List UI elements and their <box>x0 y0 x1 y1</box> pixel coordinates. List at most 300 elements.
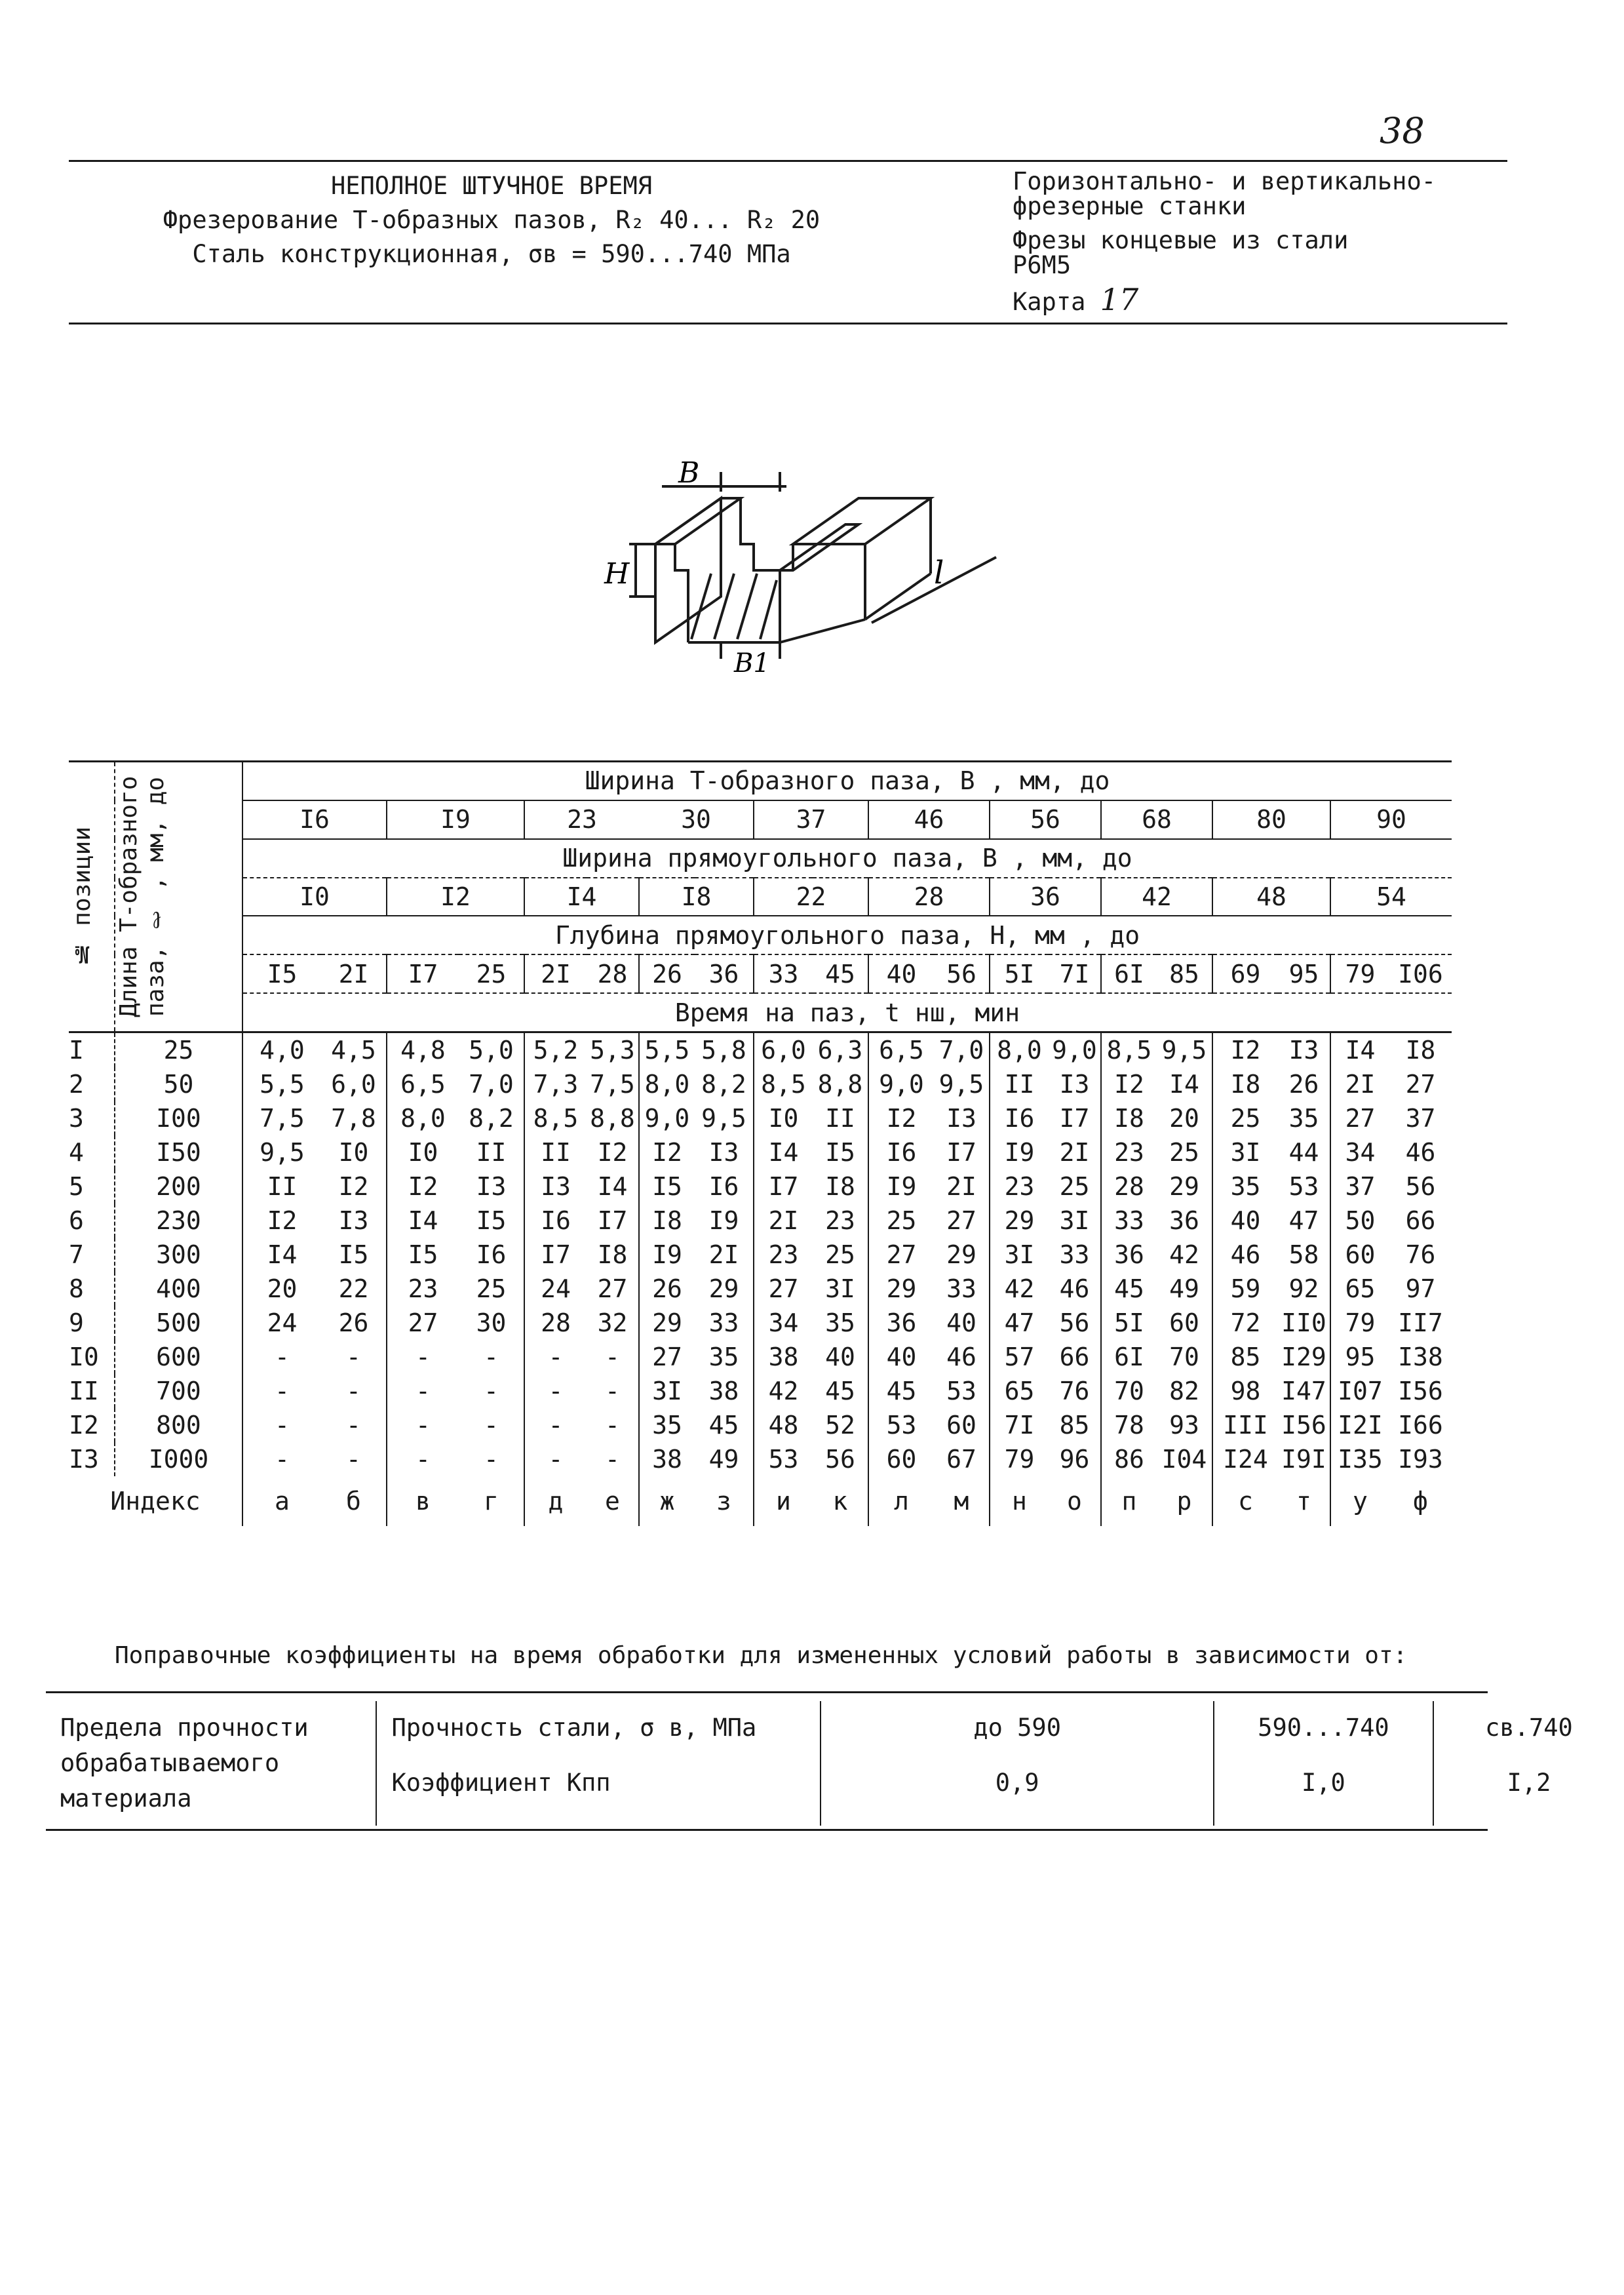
time-cell: I4 <box>387 1204 459 1238</box>
corr-range: св.740 <box>1485 1714 1573 1742</box>
time-cell: 29 <box>639 1306 695 1340</box>
position-cell: I2 <box>69 1411 99 1440</box>
time-cell: 85 <box>1212 1340 1278 1374</box>
position-cell: 9 <box>69 1308 84 1337</box>
position-cell: 5 <box>69 1172 84 1201</box>
length-cell: I50 <box>115 1135 242 1169</box>
time-cell: 26 <box>639 1272 695 1306</box>
index-cell: у <box>1330 1476 1389 1526</box>
time-cell: 7I <box>990 1408 1049 1442</box>
time-cell: 27 <box>387 1306 459 1340</box>
time-cell: 4,5 <box>331 1036 376 1065</box>
corr-col-2 <box>1214 1701 1433 1826</box>
time-cell: - <box>387 1408 459 1442</box>
time-cell: 85 <box>1059 1411 1090 1440</box>
time-cell: - <box>346 1411 361 1440</box>
time-cell: 25 <box>868 1204 934 1238</box>
index-cell: р <box>1176 1487 1192 1516</box>
time-cell: I56 <box>1281 1411 1326 1440</box>
table-row <box>69 1442 1452 1476</box>
time-cell: 72 <box>1212 1306 1278 1340</box>
time-cell: 25 <box>1059 1172 1090 1201</box>
time-cell: 79 <box>1330 1306 1389 1340</box>
header-title: НЕПОЛНОЕ ШТУЧНОЕ ВРЕМЯ <box>330 172 653 200</box>
time-cell: I7 <box>1059 1104 1090 1133</box>
card-label: Карта <box>1013 288 1086 316</box>
time-cell: 30 <box>476 1308 507 1337</box>
time-cell: 26 <box>338 1308 369 1337</box>
corr-strength-label: Прочность стали, σ в, МПа <box>391 1714 757 1742</box>
time-cell: - <box>346 1377 361 1405</box>
time-cell: 6,3 <box>817 1036 863 1065</box>
time-cell: I8 <box>639 1204 695 1238</box>
time-cell: 48 <box>754 1408 813 1442</box>
time-cell: 7,5 <box>242 1101 321 1135</box>
time-cell: - <box>605 1343 620 1371</box>
time-cell: 45 <box>825 1377 855 1405</box>
time-cell: I5 <box>639 1169 695 1204</box>
corrections-top-rule <box>46 1691 1488 1693</box>
position-cell: II <box>69 1377 99 1405</box>
index-row <box>69 1476 1452 1526</box>
time-cell: 2I <box>754 1204 813 1238</box>
index-cell: г <box>484 1487 499 1516</box>
width-T-cell: 46 <box>868 800 990 839</box>
depth-cell: 95 <box>1288 959 1319 989</box>
time-cell: I2 <box>1212 1032 1278 1068</box>
index-cell: н <box>990 1476 1049 1526</box>
time-cell: I2 <box>597 1138 628 1167</box>
time-cell: 36 <box>1169 1206 1199 1235</box>
time-cell: - <box>242 1340 321 1374</box>
time-cell: 46 <box>1405 1138 1436 1167</box>
time-cell: 66 <box>1059 1343 1090 1371</box>
position-col-header <box>69 762 115 1032</box>
depth-cell: I5 <box>242 954 321 993</box>
time-cell: 42 <box>754 1374 813 1408</box>
index-cell: и <box>754 1476 813 1526</box>
time-cell: 25 <box>1169 1138 1199 1167</box>
position-cell: I <box>69 1036 84 1065</box>
depth-cell: 33 <box>754 954 813 993</box>
time-cell: 25 <box>1212 1101 1278 1135</box>
time-cell: I56 <box>1398 1377 1443 1405</box>
time-cell: 9,5 <box>938 1070 984 1099</box>
width-rect-cell: 22 <box>754 878 868 916</box>
corr-coef: 0,9 <box>995 1769 1039 1797</box>
index-cell: т <box>1296 1487 1311 1516</box>
header-top-rule <box>69 160 1507 162</box>
time-table <box>69 760 1452 1526</box>
width-rect-row <box>69 878 1452 916</box>
time-cell: I3 <box>946 1104 976 1133</box>
header-right <box>1013 169 1484 315</box>
time-cell: I8 <box>825 1172 855 1201</box>
time-cell: I8 <box>1101 1101 1157 1135</box>
time-cell: 5,5 <box>639 1032 695 1068</box>
time-cell: 27 <box>1405 1070 1436 1099</box>
length-cell: 500 <box>115 1306 242 1340</box>
time-cell: 5I <box>1101 1306 1157 1340</box>
time-cell: I9 <box>708 1206 739 1235</box>
depth-cell: 2I <box>338 959 369 989</box>
time-cell: 37 <box>1405 1104 1436 1133</box>
header-bottom-rule <box>69 323 1507 324</box>
time-cell: I8 <box>597 1240 628 1269</box>
time-cell: I9 <box>868 1169 934 1204</box>
time-cell: I4 <box>1169 1070 1199 1099</box>
time-cell: 35 <box>825 1308 855 1337</box>
time-cell: - <box>242 1442 321 1476</box>
time-cell: 8,2 <box>701 1070 746 1099</box>
corr-coef: I,0 <box>1302 1769 1345 1797</box>
time-cell: 33 <box>1101 1204 1157 1238</box>
time-cell: 28 <box>524 1306 587 1340</box>
time-cell: 56 <box>825 1445 855 1474</box>
time-cell: I29 <box>1281 1343 1326 1371</box>
time-cell: 35 <box>1288 1104 1319 1133</box>
time-cell: 35 <box>1212 1169 1278 1204</box>
time-cell: 5,3 <box>590 1036 635 1065</box>
time-cell: 8,8 <box>590 1104 635 1133</box>
depth-cell: 56 <box>946 959 976 989</box>
time-cell: 35 <box>639 1408 695 1442</box>
length-cell: 600 <box>115 1340 242 1374</box>
depth-cell: 5I <box>990 954 1049 993</box>
time-cell: 8,0 <box>639 1067 695 1101</box>
index-cell: в <box>387 1476 459 1526</box>
time-cell: I7 <box>946 1138 976 1167</box>
length-cell: 230 <box>115 1204 242 1238</box>
time-cell: 38 <box>708 1377 739 1405</box>
length-cell: I00 <box>115 1101 242 1135</box>
corr-coef: I,2 <box>1507 1769 1551 1797</box>
position-cell: 4 <box>69 1138 84 1167</box>
width-T-row <box>69 800 1452 839</box>
time-cell: 27 <box>639 1340 695 1374</box>
time-cell: 7,5 <box>590 1070 635 1099</box>
time-cell: 40 <box>868 1340 934 1374</box>
time-cell: I8 <box>1405 1036 1436 1065</box>
time-cell: 7,0 <box>938 1036 984 1065</box>
time-cell: I7 <box>597 1206 628 1235</box>
time-cell: 3I <box>1059 1206 1090 1235</box>
time-cell: 82 <box>1169 1377 1199 1405</box>
time-cell: 57 <box>990 1340 1049 1374</box>
time-cell: 27 <box>1330 1101 1389 1135</box>
corrections-intro: Поправочные коэффициенты на время обработки для измененных условий работы в зависимости от: <box>115 1642 1408 1669</box>
depth-cell: 79 <box>1330 954 1389 993</box>
index-cell: м <box>954 1487 969 1516</box>
time-cell: 23 <box>990 1169 1049 1204</box>
time-cell: 8,5 <box>1101 1032 1157 1068</box>
time-cell: II <box>990 1067 1049 1101</box>
time-cell: 2I <box>1330 1067 1389 1101</box>
time-cell: 60 <box>1169 1308 1199 1337</box>
time-cell: 8,8 <box>817 1070 863 1099</box>
table-row <box>69 1169 1452 1204</box>
time-cell: 76 <box>1059 1377 1090 1405</box>
table-row <box>69 1306 1452 1340</box>
depth-cell: 26 <box>639 954 695 993</box>
time-cell: - <box>524 1408 587 1442</box>
time-cell: 8,0 <box>387 1101 459 1135</box>
machine-type-line2: фрезерные станки <box>1013 192 1247 220</box>
time-cell: 8,2 <box>469 1104 514 1133</box>
position-cell: I3 <box>69 1445 99 1474</box>
table-row <box>69 1238 1452 1272</box>
table-row <box>69 1101 1452 1135</box>
index-cell: о <box>1067 1487 1082 1516</box>
time-cell: I3 <box>1059 1070 1090 1099</box>
time-cell: 78 <box>1101 1408 1157 1442</box>
depth-cell: 85 <box>1169 959 1199 989</box>
corr-labels <box>376 1701 821 1826</box>
width-rect-cell: I8 <box>639 878 754 916</box>
time-cell: 6,0 <box>331 1070 376 1099</box>
time-cell: 96 <box>1059 1445 1090 1474</box>
time-cell: 9,5 <box>701 1104 746 1133</box>
width-T-header: Ширина Т-образного паза, В , мм, до <box>242 762 1452 800</box>
table-row <box>69 1135 1452 1169</box>
time-cell: I9I <box>1281 1445 1326 1474</box>
label-B1: B1 <box>734 648 770 675</box>
position-cell: 8 <box>69 1274 84 1303</box>
index-cell: с <box>1212 1476 1278 1526</box>
time-cell: 9,5 <box>242 1135 321 1169</box>
time-cell: 24 <box>524 1272 587 1306</box>
width-rect-cell: I0 <box>242 878 387 916</box>
time-cell: 65 <box>990 1374 1049 1408</box>
time-cell: 3I <box>1212 1135 1278 1169</box>
time-cell: 44 <box>1288 1138 1319 1167</box>
corr-factor-label: Предела прочности обрабатываемого материала <box>60 1714 309 1813</box>
time-cell: II7 <box>1398 1308 1443 1337</box>
time-cell: I6 <box>476 1240 507 1269</box>
time-cell: 36 <box>1101 1238 1157 1272</box>
time-cell: 38 <box>754 1340 813 1374</box>
time-cell: I2 <box>868 1101 934 1135</box>
width-rect-cell: I4 <box>524 878 639 916</box>
time-cell: 53 <box>868 1408 934 1442</box>
time-cell: 40 <box>946 1308 976 1337</box>
position-cell: 3 <box>69 1104 84 1133</box>
corr-col-1 <box>821 1701 1214 1826</box>
time-cell: 5,0 <box>469 1036 514 1065</box>
time-cell: 38 <box>639 1442 695 1476</box>
time-cell: 47 <box>990 1306 1049 1340</box>
position-cell: 7 <box>69 1240 84 1269</box>
time-cell: 28 <box>1101 1169 1157 1204</box>
position-header-text: № позиции <box>69 826 96 968</box>
time-cell: I6 <box>708 1172 739 1201</box>
time-cell: 7,0 <box>469 1070 514 1099</box>
time-cell: 34 <box>754 1306 813 1340</box>
length-header-text: Длина Т-образного паза, ℓ , мм, до <box>115 775 169 1018</box>
width-T-cell: 68 <box>1101 800 1212 839</box>
position-cell: 2 <box>69 1070 84 1099</box>
depth-cell: 6I <box>1101 954 1157 993</box>
time-cell: I3 <box>524 1169 587 1204</box>
position-cell: 6 <box>69 1206 84 1235</box>
time-cell: I04 <box>1161 1445 1207 1474</box>
time-cell: 29 <box>868 1272 934 1306</box>
depth-cell: 7I <box>1059 959 1090 989</box>
time-cell: I93 <box>1398 1445 1443 1474</box>
time-cell: 4,0 <box>242 1032 321 1068</box>
time-cell: 25 <box>476 1274 507 1303</box>
time-cell: 86 <box>1101 1442 1157 1476</box>
time-cell: 20 <box>242 1272 321 1306</box>
time-header: Время на паз, t нш, мин <box>242 993 1452 1032</box>
index-cell: д <box>524 1476 587 1526</box>
time-cell: 26 <box>1288 1070 1319 1099</box>
time-cell: 23 <box>387 1272 459 1306</box>
length-cell: 400 <box>115 1272 242 1306</box>
time-cell: 33 <box>1059 1240 1090 1269</box>
time-cell: I3 <box>1288 1036 1319 1065</box>
time-cell: I7 <box>524 1238 587 1272</box>
time-cell: - <box>605 1377 620 1405</box>
time-cell: I2 <box>387 1169 459 1204</box>
time-cell: II0 <box>1281 1308 1326 1337</box>
time-cell: I9 <box>990 1135 1049 1169</box>
table-row <box>69 1067 1452 1101</box>
time-cell: - <box>605 1411 620 1440</box>
time-cell: 37 <box>1330 1169 1389 1204</box>
time-cell: - <box>484 1377 499 1405</box>
time-cell: 45 <box>708 1411 739 1440</box>
time-cell: - <box>242 1374 321 1408</box>
time-cell: I07 <box>1330 1374 1389 1408</box>
corr-coef-label: Коэффициент Кпп <box>391 1769 611 1797</box>
time-cell: 45 <box>1101 1272 1157 1306</box>
corr-col-3 <box>1433 1701 1624 1826</box>
time-cell: 2I <box>708 1240 739 1269</box>
time-cell: 8,0 <box>990 1032 1049 1068</box>
time-cell: I3 <box>338 1206 369 1235</box>
time-cell: I4 <box>1330 1032 1389 1068</box>
width-rect-cell: 54 <box>1330 878 1452 916</box>
length-cell: 300 <box>115 1238 242 1272</box>
time-cell: 5,5 <box>242 1067 321 1101</box>
time-cell: 60 <box>1330 1238 1389 1272</box>
time-cell: 95 <box>1330 1340 1389 1374</box>
time-cell: 29 <box>946 1240 976 1269</box>
depth-cell: 28 <box>597 959 628 989</box>
machine-type-line1: Горизонтально- и вертикально- <box>1013 167 1437 195</box>
time-cell: 33 <box>946 1274 976 1303</box>
table-row <box>69 1272 1452 1306</box>
time-cell: - <box>524 1340 587 1374</box>
time-cell: 34 <box>1330 1135 1389 1169</box>
time-cell: 58 <box>1288 1240 1319 1269</box>
length-cell: I000 <box>115 1442 242 1476</box>
time-cell: 52 <box>825 1411 855 1440</box>
time-cell: I5 <box>338 1240 369 1269</box>
time-cell: 60 <box>868 1442 934 1476</box>
width-rect-cell: I2 <box>387 878 524 916</box>
time-cell: I2 <box>639 1135 695 1169</box>
time-cell: 27 <box>868 1238 934 1272</box>
time-cell: 2I <box>946 1172 976 1201</box>
time-cell: 27 <box>754 1272 813 1306</box>
corr-range: до 590 <box>973 1714 1061 1742</box>
time-cell: I3 <box>476 1172 507 1201</box>
time-cell: 20 <box>1169 1104 1199 1133</box>
time-cell: I5 <box>476 1206 507 1235</box>
time-cell: 98 <box>1212 1374 1278 1408</box>
time-cell: 6,0 <box>754 1032 813 1068</box>
time-cell: II <box>476 1138 507 1167</box>
width-T-cell: 80 <box>1212 800 1330 839</box>
time-cell: 66 <box>1405 1206 1436 1235</box>
depth-cell: I06 <box>1398 959 1443 989</box>
time-cell: 56 <box>1405 1172 1436 1201</box>
time-cell: I4 <box>597 1172 628 1201</box>
time-cell: 9,0 <box>1052 1036 1097 1065</box>
time-cell: I7 <box>754 1169 813 1204</box>
time-cell: 6I <box>1101 1340 1157 1374</box>
time-cell: 22 <box>338 1274 369 1303</box>
time-cell: - <box>387 1442 459 1476</box>
time-cell: I6 <box>524 1204 587 1238</box>
time-cell: 35 <box>708 1343 739 1371</box>
label-B: B <box>678 459 700 490</box>
time-cell: 29 <box>990 1204 1049 1238</box>
corrections-table <box>46 1701 1624 1826</box>
time-cell: I6 <box>990 1101 1049 1135</box>
time-cell: II <box>825 1104 855 1133</box>
time-cell: 7,8 <box>331 1104 376 1133</box>
time-cell: 46 <box>1212 1238 1278 1272</box>
time-cell: - <box>387 1340 459 1374</box>
time-cell: 23 <box>754 1238 813 1272</box>
time-cell: - <box>346 1343 361 1371</box>
width-rect-cell: 42 <box>1101 878 1212 916</box>
index-cell: п <box>1101 1476 1157 1526</box>
index-cell: е <box>605 1487 620 1516</box>
time-cell: 46 <box>946 1343 976 1371</box>
time-cell: 36 <box>868 1306 934 1340</box>
time-cell: I2 <box>242 1204 321 1238</box>
width-T-cell: 56 <box>990 800 1101 839</box>
card-value: 17 <box>1100 282 1139 317</box>
card-number <box>1013 282 1484 317</box>
time-cell: 5,2 <box>524 1032 587 1068</box>
time-cell: II <box>524 1135 587 1169</box>
time-cell: 29 <box>708 1274 739 1303</box>
time-cell: I0 <box>387 1135 459 1169</box>
time-cell: 56 <box>1059 1308 1090 1337</box>
time-cell: 49 <box>708 1445 739 1474</box>
time-cell: 79 <box>990 1442 1049 1476</box>
header-material: Сталь конструкционная, σв = 590...740 МПа <box>192 240 791 268</box>
index-cell: л <box>868 1476 934 1526</box>
length-cell: 50 <box>115 1067 242 1101</box>
index-cell: з <box>716 1487 731 1516</box>
depth-cell: 2I <box>524 954 587 993</box>
width-T-cell: 23 <box>524 800 639 839</box>
time-cell: I4 <box>242 1238 321 1272</box>
time-cell: 60 <box>946 1411 976 1440</box>
table-row <box>69 1204 1452 1238</box>
width-T-cell: 30 <box>681 805 711 834</box>
table-row <box>69 1408 1452 1442</box>
time-cell: I0 <box>338 1138 369 1167</box>
table-row <box>69 1032 1452 1068</box>
time-cell: I4 <box>754 1135 813 1169</box>
